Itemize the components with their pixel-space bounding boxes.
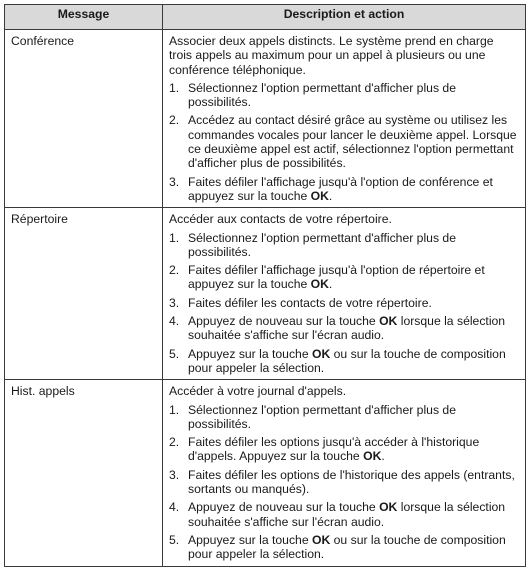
- step-item: [169, 347, 519, 376]
- step-number: 3.: [169, 295, 180, 310]
- message-cell: Hist. appels: [5, 380, 163, 566]
- table-row: [5, 208, 526, 380]
- step-item: [169, 231, 519, 260]
- message-table: [4, 4, 526, 567]
- step-item: [169, 296, 519, 310]
- table-row: [5, 30, 526, 208]
- step-text: [188, 533, 506, 561]
- step-text-segment: Appuyez sur la touche: [188, 346, 312, 361]
- step-text: [188, 231, 456, 259]
- step-item: [169, 435, 519, 464]
- table-body: [5, 30, 526, 567]
- document-page: [4, 4, 525, 567]
- message-cell: Conférence: [5, 30, 163, 208]
- step-item: [169, 468, 519, 497]
- step-text-segment: Faites défiler l'affichage jusqu'à l'option de conférence et appuyez sur la touche: [188, 174, 493, 203]
- step-item: [169, 314, 519, 343]
- description-cell: [163, 30, 526, 208]
- step-text: [188, 263, 485, 291]
- step-number: 1.: [169, 230, 180, 245]
- description-cell: [163, 380, 526, 566]
- description-intro: Accéder aux contacts de votre répertoire.: [169, 212, 392, 227]
- steps-list: [169, 81, 519, 203]
- step-text-segment: .: [328, 277, 333, 292]
- description-cell: [163, 208, 526, 380]
- key-name: OK: [311, 532, 331, 547]
- step-text-segment: ou sur la touche de composition pour appeler la sélection.: [188, 346, 506, 375]
- step-text-segment: Sélectionnez l'option permettant d'afficher plus de possibilités.: [188, 230, 456, 259]
- table-header-row: [5, 5, 526, 30]
- step-number: 5.: [169, 346, 180, 361]
- step-text-segment: .: [381, 449, 385, 464]
- step-text-segment: Faites défiler les options de l'historique des appels (entrants, sortants ou manqués).: [188, 467, 515, 497]
- step-number: 2.: [169, 435, 180, 450]
- step-text-segment: lorsque la sélection souhaitée s'affiche sur l'écran audio.: [188, 314, 506, 343]
- steps-list: [169, 231, 519, 376]
- step-number: 4.: [169, 500, 180, 515]
- step-number: 3.: [169, 467, 180, 482]
- description-intro: Associer deux appels distincts. Le système prend en charge trois appels au maximum pour un appel à plusieurs ou une conférence téléphonique.: [169, 34, 494, 77]
- step-text: [188, 175, 493, 203]
- step-text: [188, 347, 506, 375]
- step-text: [188, 314, 505, 342]
- step-number: 3.: [169, 174, 180, 189]
- step-text-segment: Faites défiler les options jusqu'à accéder à l'historique d'appels. Appuyez sur la touche: [188, 435, 480, 464]
- step-item: [169, 403, 519, 432]
- key-name: OK: [310, 277, 329, 292]
- step-number: 2.: [169, 263, 180, 278]
- step-item: [169, 500, 519, 529]
- steps-list: [169, 403, 519, 562]
- key-name: OK: [310, 188, 329, 203]
- key-name: OK: [379, 314, 398, 329]
- step-number: 4.: [169, 314, 180, 329]
- step-item: [169, 263, 519, 292]
- header-description: Description et action: [163, 5, 526, 30]
- step-item: [169, 113, 519, 170]
- step-text-segment: lorsque la sélection souhaitée s'affiche sur l'écran audio.: [188, 500, 506, 529]
- step-text-segment: Appuyez de nouveau sur la touche: [188, 314, 380, 329]
- step-number: 2.: [169, 113, 180, 128]
- step-number: 1.: [169, 402, 180, 417]
- step-text: [188, 468, 515, 496]
- step-text-segment: Faites défiler les contacts de votre répertoire.: [188, 295, 432, 310]
- table-row: [5, 380, 526, 566]
- step-text-segment: ou sur la touche de composition pour appeler la sélection.: [188, 532, 506, 562]
- description-intro: Accéder à votre journal d'appels.: [169, 384, 347, 399]
- step-text-segment: .: [328, 188, 333, 203]
- header-message: Message: [5, 5, 163, 30]
- step-text: [188, 296, 432, 310]
- step-item: [169, 533, 519, 562]
- key-name: OK: [363, 449, 382, 464]
- message-cell: Répertoire: [5, 208, 163, 380]
- step-number: 1.: [169, 80, 180, 95]
- step-text-segment: Sélectionnez l'option permettant d'afficher plus de possibilités.: [188, 80, 456, 110]
- step-text: [188, 113, 517, 170]
- step-text: [188, 403, 456, 431]
- step-item: [169, 175, 519, 204]
- step-text: [188, 500, 505, 528]
- step-item: [169, 81, 519, 110]
- step-text: [188, 435, 479, 463]
- step-text-segment: Accédez au contact désiré grâce au système ou utilisez les commandes vocales pour lancer le deuxième appel. Lorsque ce deuxième appel est actif, sélectionnez l'option permettant d'afficher plus de possibilités.: [188, 113, 517, 171]
- key-name: OK: [311, 346, 331, 361]
- step-number: 5.: [169, 532, 180, 547]
- step-text-segment: Sélectionnez l'option permettant d'afficher plus de possibilités.: [188, 402, 456, 431]
- key-name: OK: [379, 500, 398, 515]
- step-text-segment: Appuyez sur la touche: [188, 532, 312, 547]
- step-text-segment: Appuyez de nouveau sur la touche: [188, 500, 380, 515]
- step-text-segment: Faites défiler l'affichage jusqu'à l'option de répertoire et appuyez sur la touche: [188, 263, 485, 292]
- step-text: [188, 81, 456, 109]
